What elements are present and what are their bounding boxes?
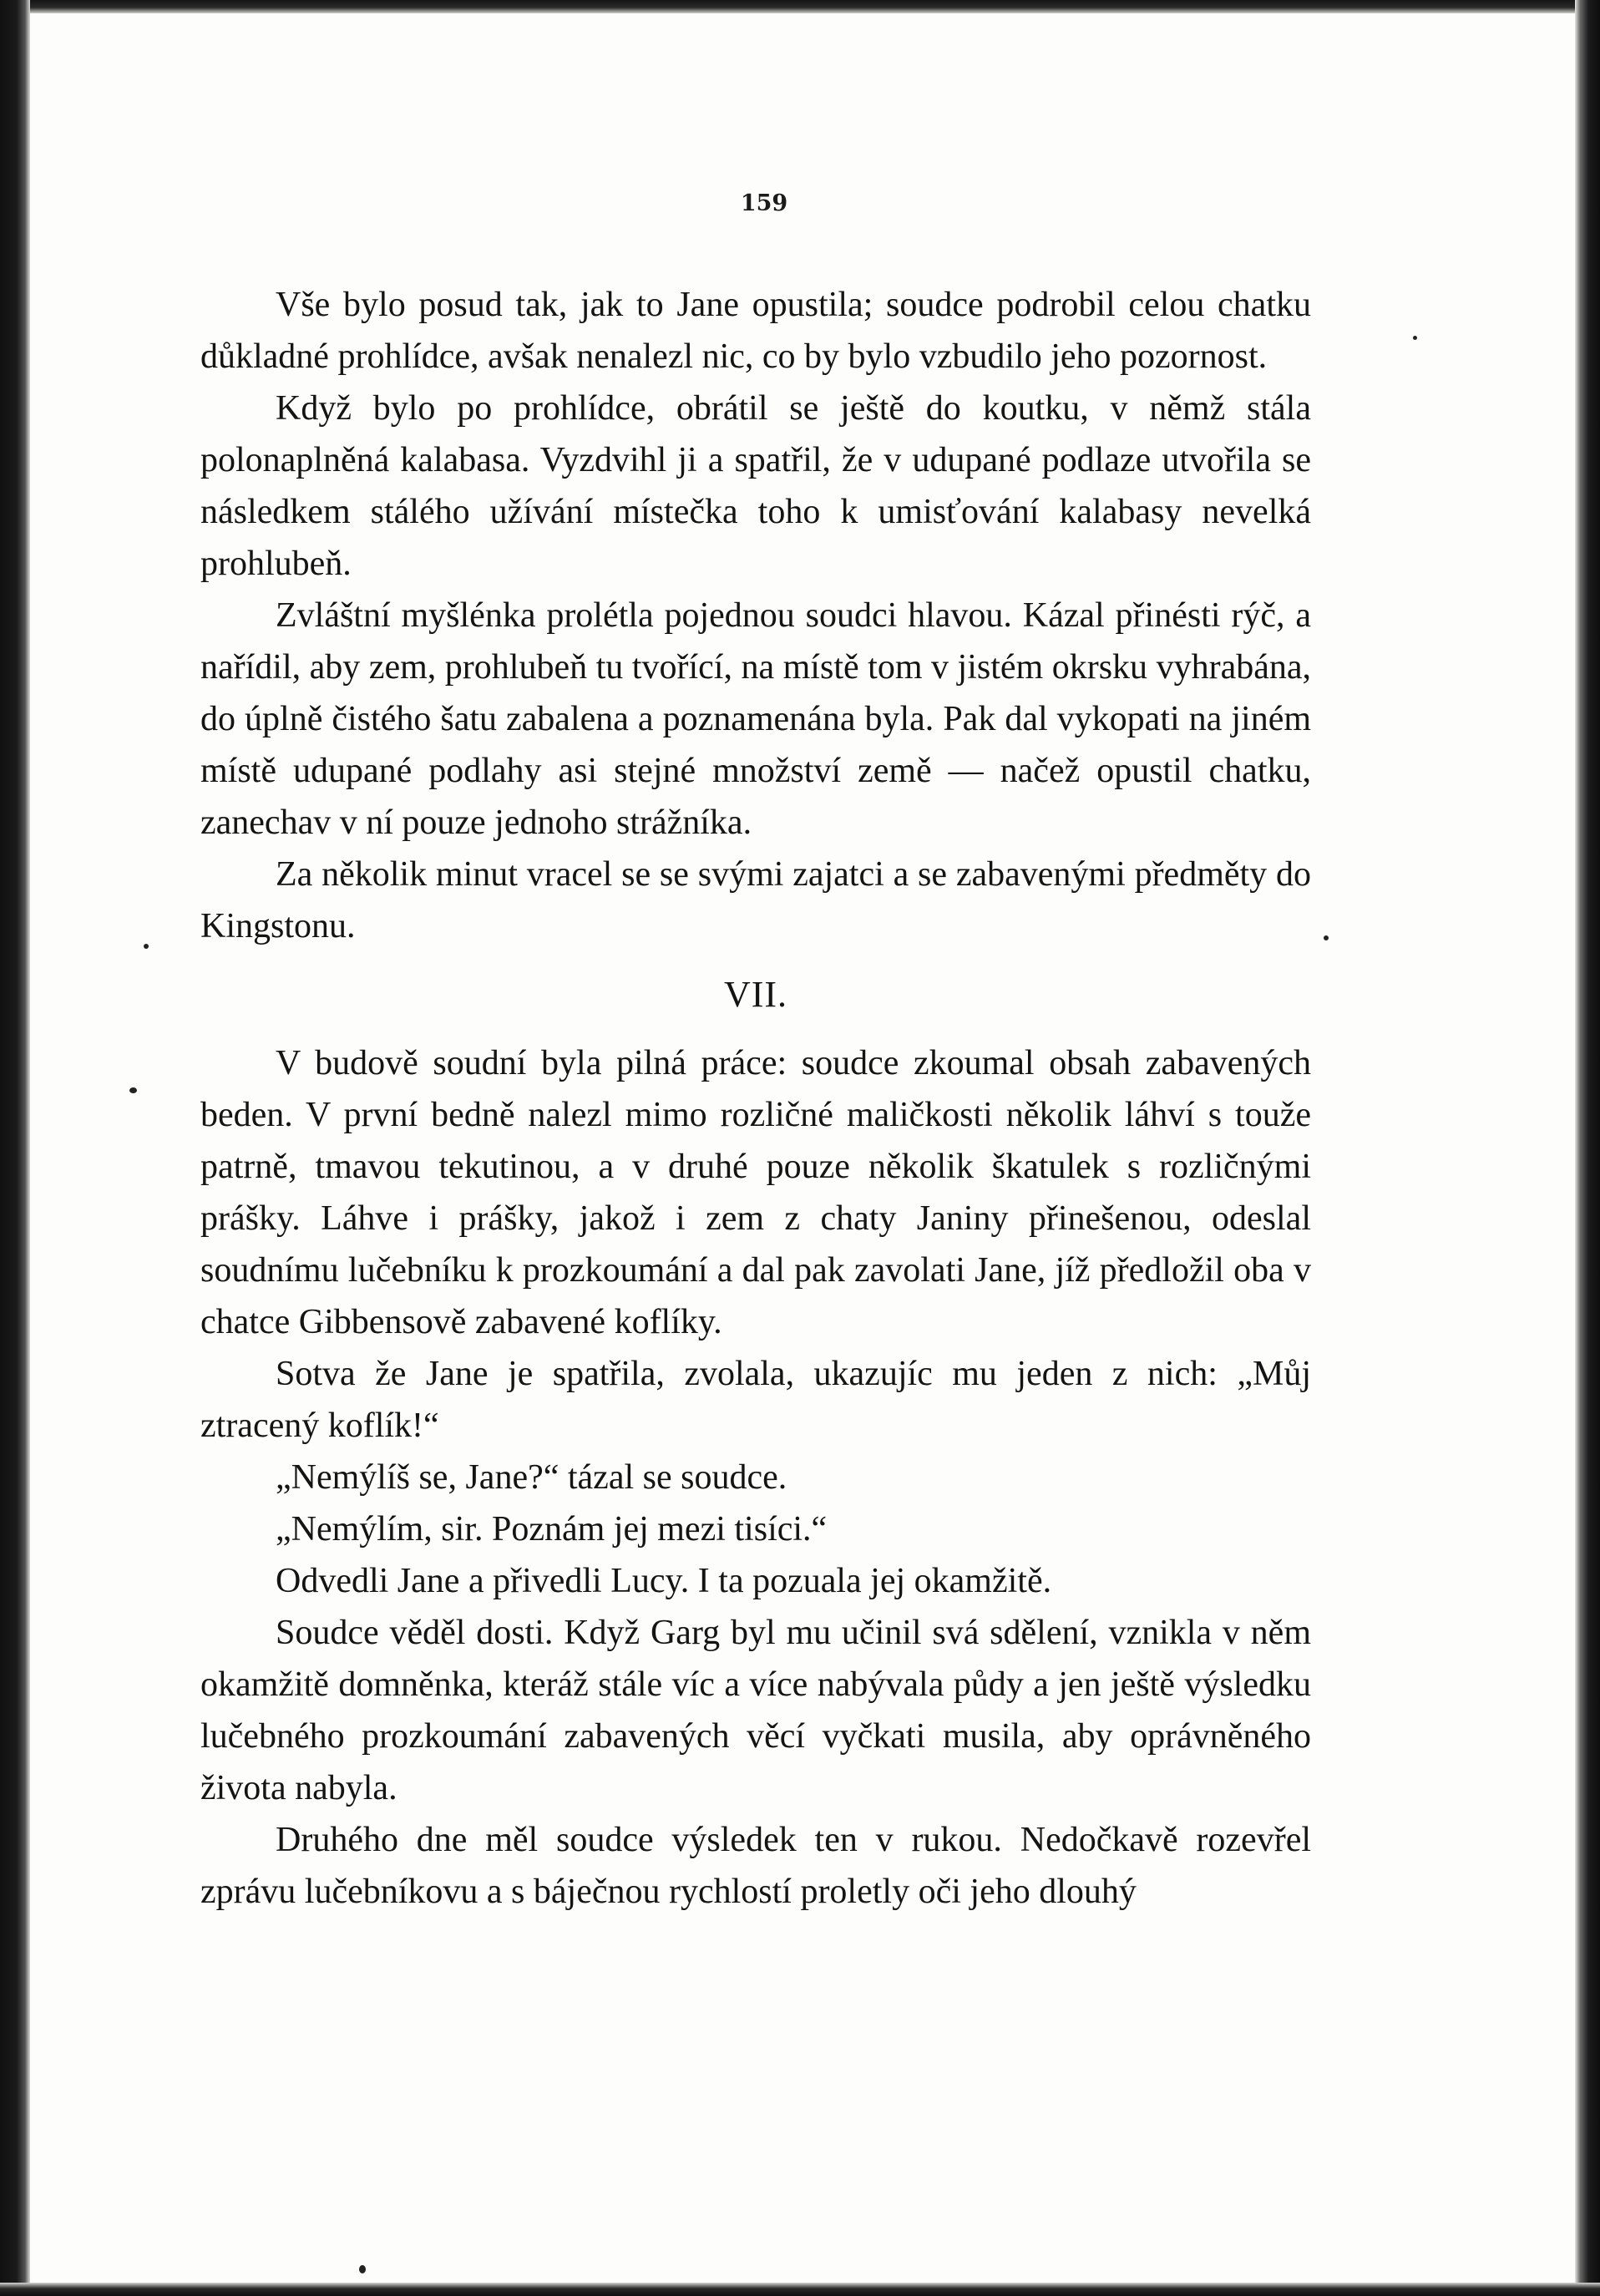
scan-speck (1413, 336, 1417, 340)
paragraph: „Nemýlím, sir. Poznám jej mezi tisíci.“ (276, 1510, 828, 1548)
paragraph: Vše bylo posud tak, jak to Jane opustila; soudce podrobil celou chatku důkladné prohlídce, avšak nenalezl nic, co by bylo vzbudilo jeho pozornost. (200, 286, 1311, 376)
paragraph: Sotva že Jane je spatřila, zvolala, ukazujíc mu jeden z nich: „Můj ztracený koflík!“ (200, 1355, 1311, 1445)
paragraph: Zvláštní myšlénka prolétla pojednou soudci hlavou. Kázal přinésti rýč, a nařídil, aby zem, prohlubeň tu tvořící, na místě tom v jistém okrsku vyhrabána, do úplně čistého šatu zabalena a poznamenána byla. Pak dal vykopati na jiném místě udupané podlahy asi stejné množství země — načež opustil chatku, zanechav v ní pouze jednoho strážníka. (200, 596, 1311, 842)
paragraph: Když bylo po prohlídce, obrátil se ještě do koutku, v němž stála polonaplněná kalabasa. Vyzdvihl ji a spatřil, že v udupané podlaze utvořila se následkem stálého užívání místečka toho k umisťování kalabasy nevelká prohlubeň. (200, 389, 1311, 583)
scan-edge-right (1575, 0, 1600, 2296)
page-number: 159 (740, 190, 788, 216)
paragraph: „Nemýlíš se, Jane?“ tázal se soudce. (276, 1458, 787, 1497)
paragraph: Odvedli Jane a přivedli Lucy. I ta pozuala jej okamžitě. (276, 1562, 1052, 1600)
body-text (200, 279, 1311, 1918)
chapter-heading: VII. (723, 974, 788, 1015)
scan-speck (129, 1087, 137, 1093)
scan-edge-bottom (0, 2283, 1600, 2296)
scan-edge-top (0, 0, 1600, 13)
scan-speck (1324, 935, 1329, 940)
scan-edge-left (0, 0, 30, 2296)
paragraph: Soudce věděl dosti. Když Garg byl mu učinil svá sdělení, vznikla v něm okamžitě domněnka, kteráž stále víc a více nabývala půdy a jen ještě výsledku lučebného prozkoumání zabavených věcí vyčkati musila, aby oprávněného života nabyla. (200, 1614, 1311, 1807)
paragraph: V budově soudní byla pilná práce: soudce zkoumal obsah zabavených beden. V první bedně nalezl mimo rozličné maličkosti několik láhví s touže patrně, tmavou tekutinou, a v druhé pouze několik škatulek s rozličnými prášky. Láhve i prášky, jakož i zem z chaty Janiny přinešenou, odeslal soudnímu lučebníku k prozkoumání a dal pak zavolati Jane, jíž předložil oba v chatce Gibbensově zabavené koflíky. (200, 1044, 1311, 1341)
paragraph: Druhého dne měl soudce výsledek ten v rukou. Nedočkavě rozevřel zprávu lučebníkovu a s báječnou rychlostí proletly oči jeho dlouhý (200, 1821, 1311, 1911)
paragraph: Za několik minut vracel se se svými zajatci a se zabavenými předměty do Kingstonu. (200, 855, 1311, 945)
scan-speck (144, 944, 149, 949)
scan-speck (359, 2265, 366, 2273)
